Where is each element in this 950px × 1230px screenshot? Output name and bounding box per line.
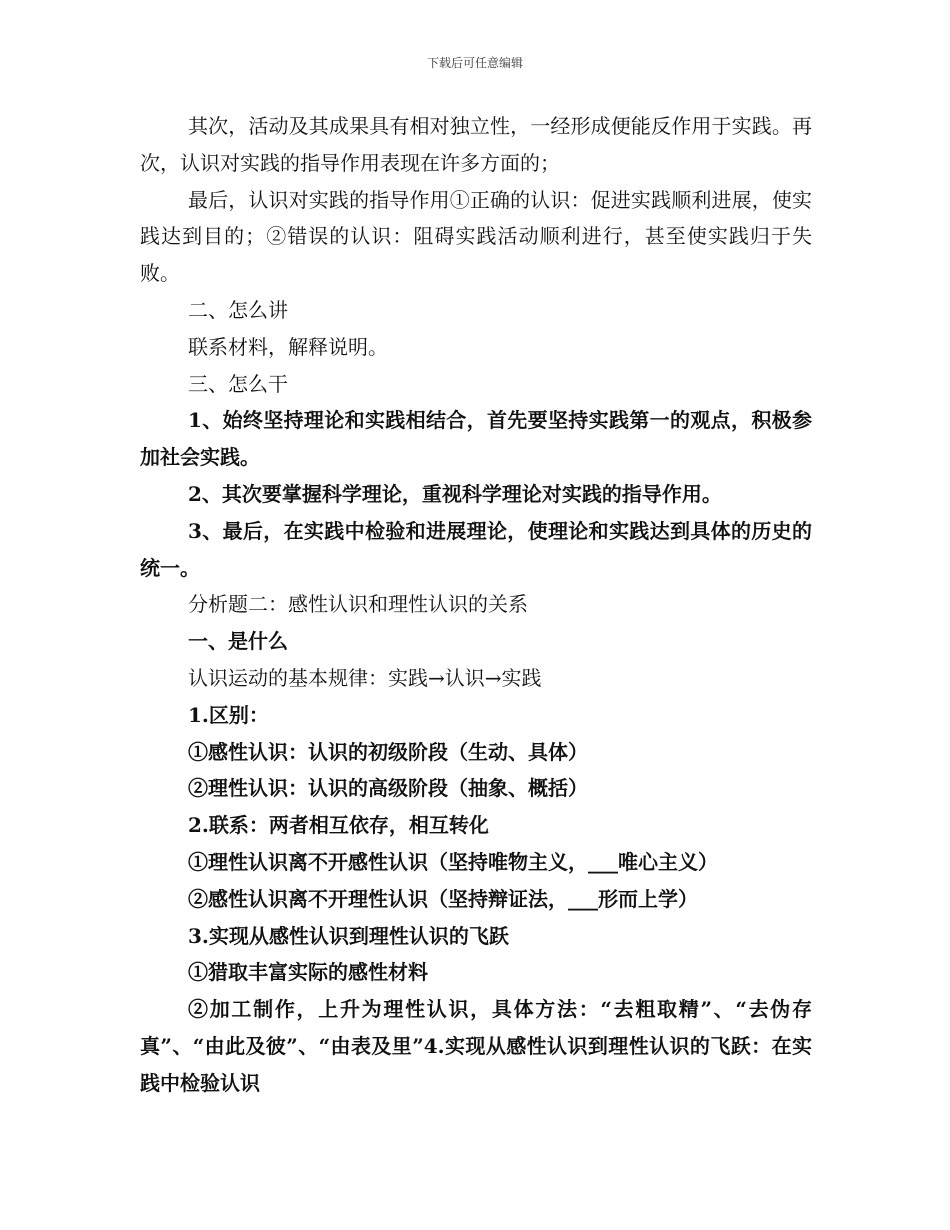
- list-item: 3.实现从感性认识到理性认识的飞跃: [188, 923, 509, 948]
- list-item: ①理性认识离不开感性认识（坚持唯物主义，___唯心主义）: [188, 849, 718, 874]
- section-heading: 二、怎么讲: [188, 297, 288, 322]
- paragraph: 最后，认识对实践的指导作用①正确的认识：促进实践顺利进展，使实践达到目的；②错误的认识：阻碍实践活动顺利进行，甚至使实践归于失败。: [140, 187, 812, 286]
- list-item: 1.区别：: [188, 702, 269, 727]
- paragraph: 联系材料，解释说明。: [188, 334, 388, 359]
- list-item: 2、其次要掌握科学理论，重视科学理论对实践的指导作用。: [188, 481, 722, 506]
- list-item: ②加工制作，上升为理性认识，具体方法：“去粗取精”、“去伪存真”、“由此及彼”、“由表及里”4.实现从感性认识到理性认识的飞跃：在实践中检验认识: [140, 997, 812, 1095]
- section-heading: 三、怎么干: [188, 371, 288, 396]
- list-item: ①猎取丰富实际的感性材料: [188, 960, 428, 985]
- section-heading: 一、是什么: [188, 629, 288, 654]
- list-item: ②理性认识：认识的高级阶段（抽象、概括）: [188, 776, 588, 801]
- paragraph: 认识运动的基本规律：实践→认识→实践: [188, 665, 542, 690]
- list-item: ①感性认识：认识的初级阶段（生动、具体）: [188, 739, 588, 764]
- list-item: ②感性认识离不开理性认识（坚持辩证法，___形而上学）: [188, 886, 698, 911]
- list-item: 2.联系：两者相互依存，相互转化: [188, 813, 489, 838]
- section-heading: 分析题二：感性认识和理性认识的关系: [188, 592, 528, 617]
- page-header: 下载后可任意编辑: [426, 56, 523, 70]
- document-body: [140, 108, 812, 1102]
- list-item: 1、始终坚持理论和实践相结合，首先要坚持实践第一的观点，积极参加社会实践。: [140, 408, 812, 470]
- paragraph: 其次，活动及其成果具有相对独立性，一经形成便能反作用于实践。再次，认识对实践的指导作用表现在许多方面的；: [140, 114, 812, 175]
- list-item: 3、最后，在实践中检验和进展理论，使理论和实践达到具体的历史的统一。: [140, 518, 812, 580]
